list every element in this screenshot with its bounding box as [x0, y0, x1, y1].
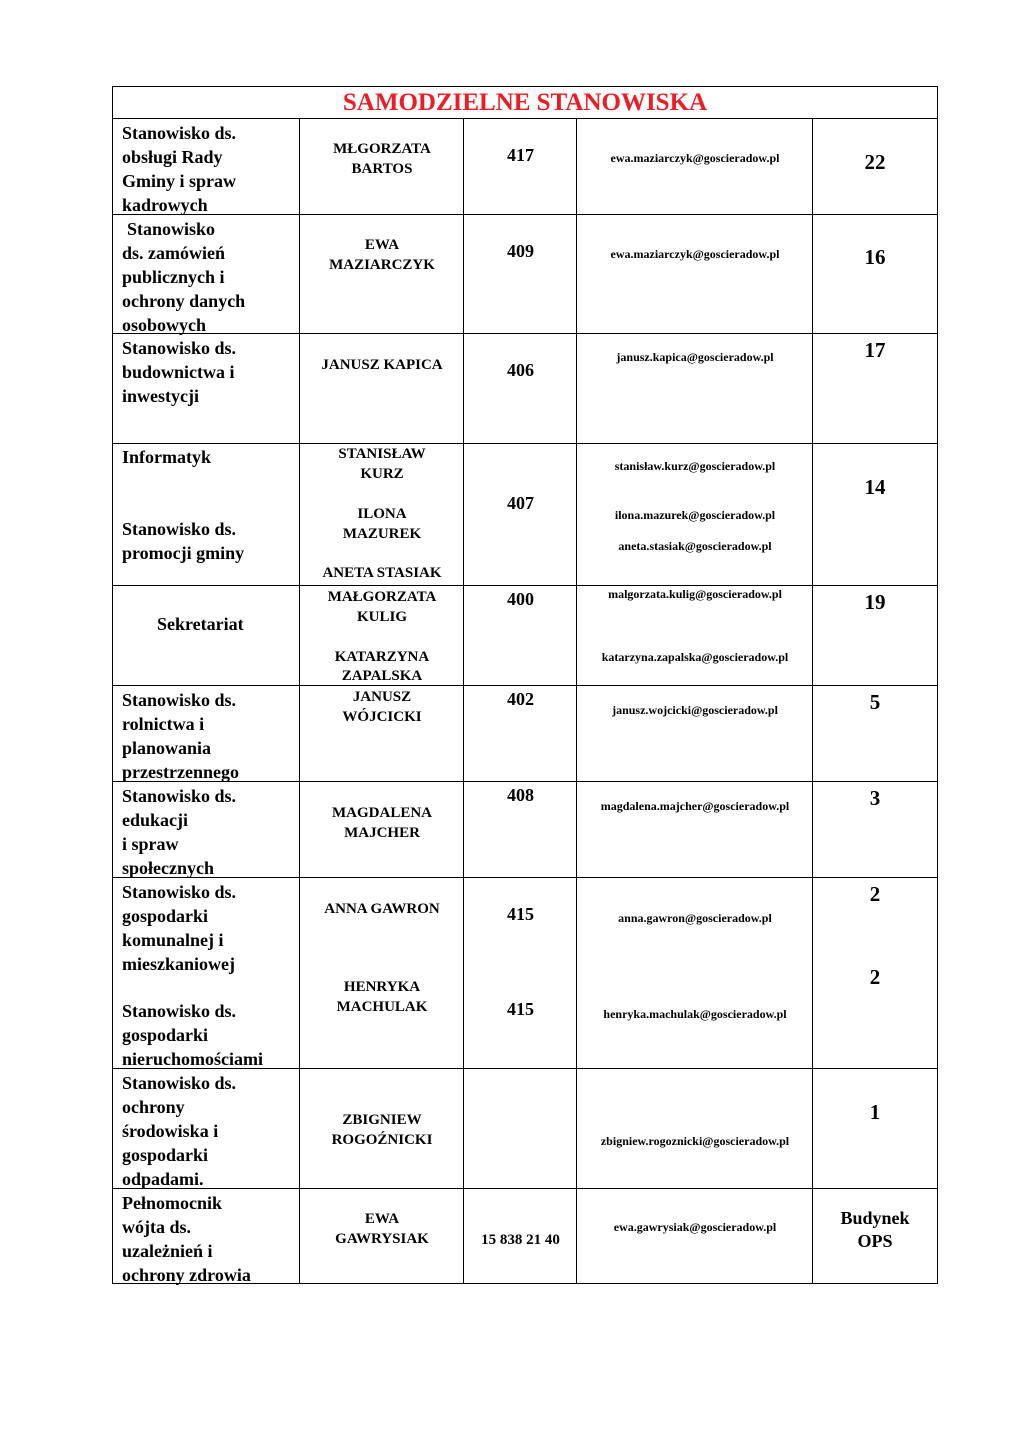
role-line: Stanowisko ds. [122, 338, 237, 358]
row-divider [113, 685, 937, 686]
role-line: promocji gminy [122, 543, 245, 563]
phone-number: 400 [507, 589, 534, 609]
role-line: Stanowisko [127, 219, 216, 239]
role-line: gospodarki [122, 1145, 209, 1165]
person-name: ANNA GAWRON [324, 901, 440, 917]
room-label: Budynek [840, 1208, 910, 1228]
role-line: nieruchomościami [122, 1049, 263, 1069]
role-line: Stanowisko ds. [122, 690, 237, 710]
role-line: mieszkaniowej [122, 954, 235, 974]
person-name: WÓJCICKI [342, 709, 422, 725]
person-name: KURZ [360, 466, 404, 482]
email-link[interactable]: aneta.stasiak@goscieradow.pl [618, 539, 772, 553]
role-line: Gminy i spraw [122, 171, 237, 191]
person-name: MACHULAK [336, 999, 428, 1015]
email-link[interactable]: ewa.gawrysiak@goscieradow.pl [613, 1220, 777, 1234]
row-divider [113, 877, 937, 878]
row-divider [113, 1188, 937, 1189]
role-line: edukacji [122, 810, 189, 830]
role-line: budownictwa i [122, 362, 235, 382]
email-link[interactable]: ilona.mazurek@goscieradow.pl [614, 508, 776, 522]
role-line: i spraw [122, 834, 179, 854]
email-link[interactable]: malgorzata.kulig@goscieradow.pl [608, 587, 782, 601]
room-number: 2 [869, 882, 881, 906]
email-link[interactable]: anna.gawron@goscieradow.pl [618, 911, 772, 925]
phone-number: 415 [507, 904, 534, 924]
person-name: ILONA [357, 506, 407, 522]
row-divider [113, 118, 937, 119]
role-line: Stanowisko ds. [122, 786, 237, 806]
person-name: MAZIARCZYK [329, 257, 435, 273]
person-name: MAŁGORZATA [327, 589, 437, 605]
role-line: komunalnej i [122, 930, 224, 950]
role-line: Sekretariat [157, 614, 244, 634]
person-name: STANISŁAW [338, 446, 426, 462]
person-name: HENRYKA [343, 979, 421, 995]
role-line: planowania [122, 738, 212, 758]
role-line: Stanowisko ds. [122, 123, 237, 143]
room-number: 14 [864, 475, 886, 499]
role-line: ds. zamówień [122, 243, 225, 263]
role-line: publicznych i [122, 267, 225, 287]
role-line: Informatyk [122, 447, 211, 467]
phone-number: 409 [507, 241, 534, 261]
person-name: GAWRYSIAK [335, 1231, 429, 1247]
room-number: 17 [864, 338, 886, 362]
email-link[interactable]: stanisław.kurz@goscieradow.pl [614, 459, 776, 473]
role-line: kadrowych [122, 195, 208, 215]
person-name: MAJCHER [344, 825, 420, 841]
email-link[interactable]: magdalena.majcher@goscieradow.pl [600, 799, 790, 813]
row-divider [113, 443, 937, 444]
email-link[interactable]: janusz.kapica@goscieradow.pl [616, 350, 774, 364]
phone-number: 417 [507, 145, 534, 165]
email-link[interactable]: ewa.maziarczyk@goscieradow.pl [610, 247, 780, 261]
phone-number: 408 [507, 785, 534, 805]
role-line: społecznych [122, 858, 214, 878]
person-name: JANUSZ [352, 689, 412, 705]
person-name: MŁGORZATA [333, 141, 431, 157]
role-line: Stanowisko ds. [122, 1073, 237, 1093]
role-line: Stanowisko ds. [122, 1001, 237, 1021]
role-line: gospodarki [122, 906, 209, 926]
role-line: Pełnomocnik [122, 1193, 223, 1213]
room-number: 5 [869, 690, 881, 714]
role-line: inwestycji [122, 386, 199, 406]
role-line: wójta ds. [122, 1217, 192, 1237]
role-line: środowiska i [122, 1121, 219, 1141]
email-link[interactable]: henryka.machulak@goscieradow.pl [603, 1007, 787, 1021]
room-number: 22 [864, 150, 886, 174]
room-number: 3 [869, 786, 881, 810]
person-name: KULIG [356, 609, 407, 625]
phone-number: 415 [507, 999, 534, 1019]
role-line: obsługi Rady [122, 147, 223, 167]
role-line: ochrony [122, 1097, 185, 1117]
person-name: ZBIGNIEW [342, 1112, 422, 1128]
room-number: 2 [869, 965, 881, 989]
room-number: 16 [864, 245, 886, 269]
role-line: uzależnień i [122, 1241, 213, 1261]
email-link[interactable]: janusz.wojcicki@goscieradow.pl [612, 703, 778, 717]
row-divider [113, 585, 937, 586]
table-title: SAMODZIELNE STANOWISKA [342, 89, 708, 116]
role-line: Stanowisko ds. [122, 519, 237, 539]
person-name: MAGDALENA [332, 805, 432, 821]
email-link[interactable]: ewa.maziarczyk@goscieradow.pl [610, 151, 780, 165]
email-link[interactable]: katarzyna.zapalska@goscieradow.pl [601, 650, 789, 664]
row-divider [113, 214, 937, 215]
person-name: ROGOŹNICKI [331, 1132, 433, 1148]
person-name: EWA [364, 1211, 400, 1227]
phone-number: 407 [507, 493, 534, 513]
role-line: gospodarki [122, 1025, 209, 1045]
person-name: KATARZYNA [334, 649, 430, 665]
role-line: ochrony zdrowia [122, 1265, 251, 1285]
role-line: ochrony danych [122, 291, 246, 311]
person-name: BARTOS [351, 161, 413, 177]
person-name: ZAPALSKA [341, 668, 423, 684]
phone-number: 15 838 21 40 [481, 1232, 560, 1248]
role-line: Stanowisko ds. [122, 882, 237, 902]
person-name: EWA [364, 237, 400, 253]
person-name: JANUSZ KAPICA [321, 357, 443, 373]
person-name: MAZUREK [342, 526, 422, 542]
email-link[interactable]: zbigniew.rogoznicki@goscieradow.pl [600, 1134, 790, 1148]
room-number: 19 [864, 590, 886, 614]
room-number: 1 [869, 1100, 881, 1124]
room-label: OPS [857, 1231, 893, 1251]
role-line: odpadami. [122, 1169, 204, 1189]
role-line: rolnictwa i [122, 714, 205, 734]
phone-number: 402 [507, 689, 534, 709]
person-name: ANETA STASIAK [322, 565, 442, 581]
role-line: przestrzennego [122, 762, 239, 782]
role-line: osobowych [122, 315, 207, 335]
staff-table [112, 86, 938, 1284]
phone-number: 406 [507, 360, 534, 380]
row-divider [113, 333, 937, 334]
